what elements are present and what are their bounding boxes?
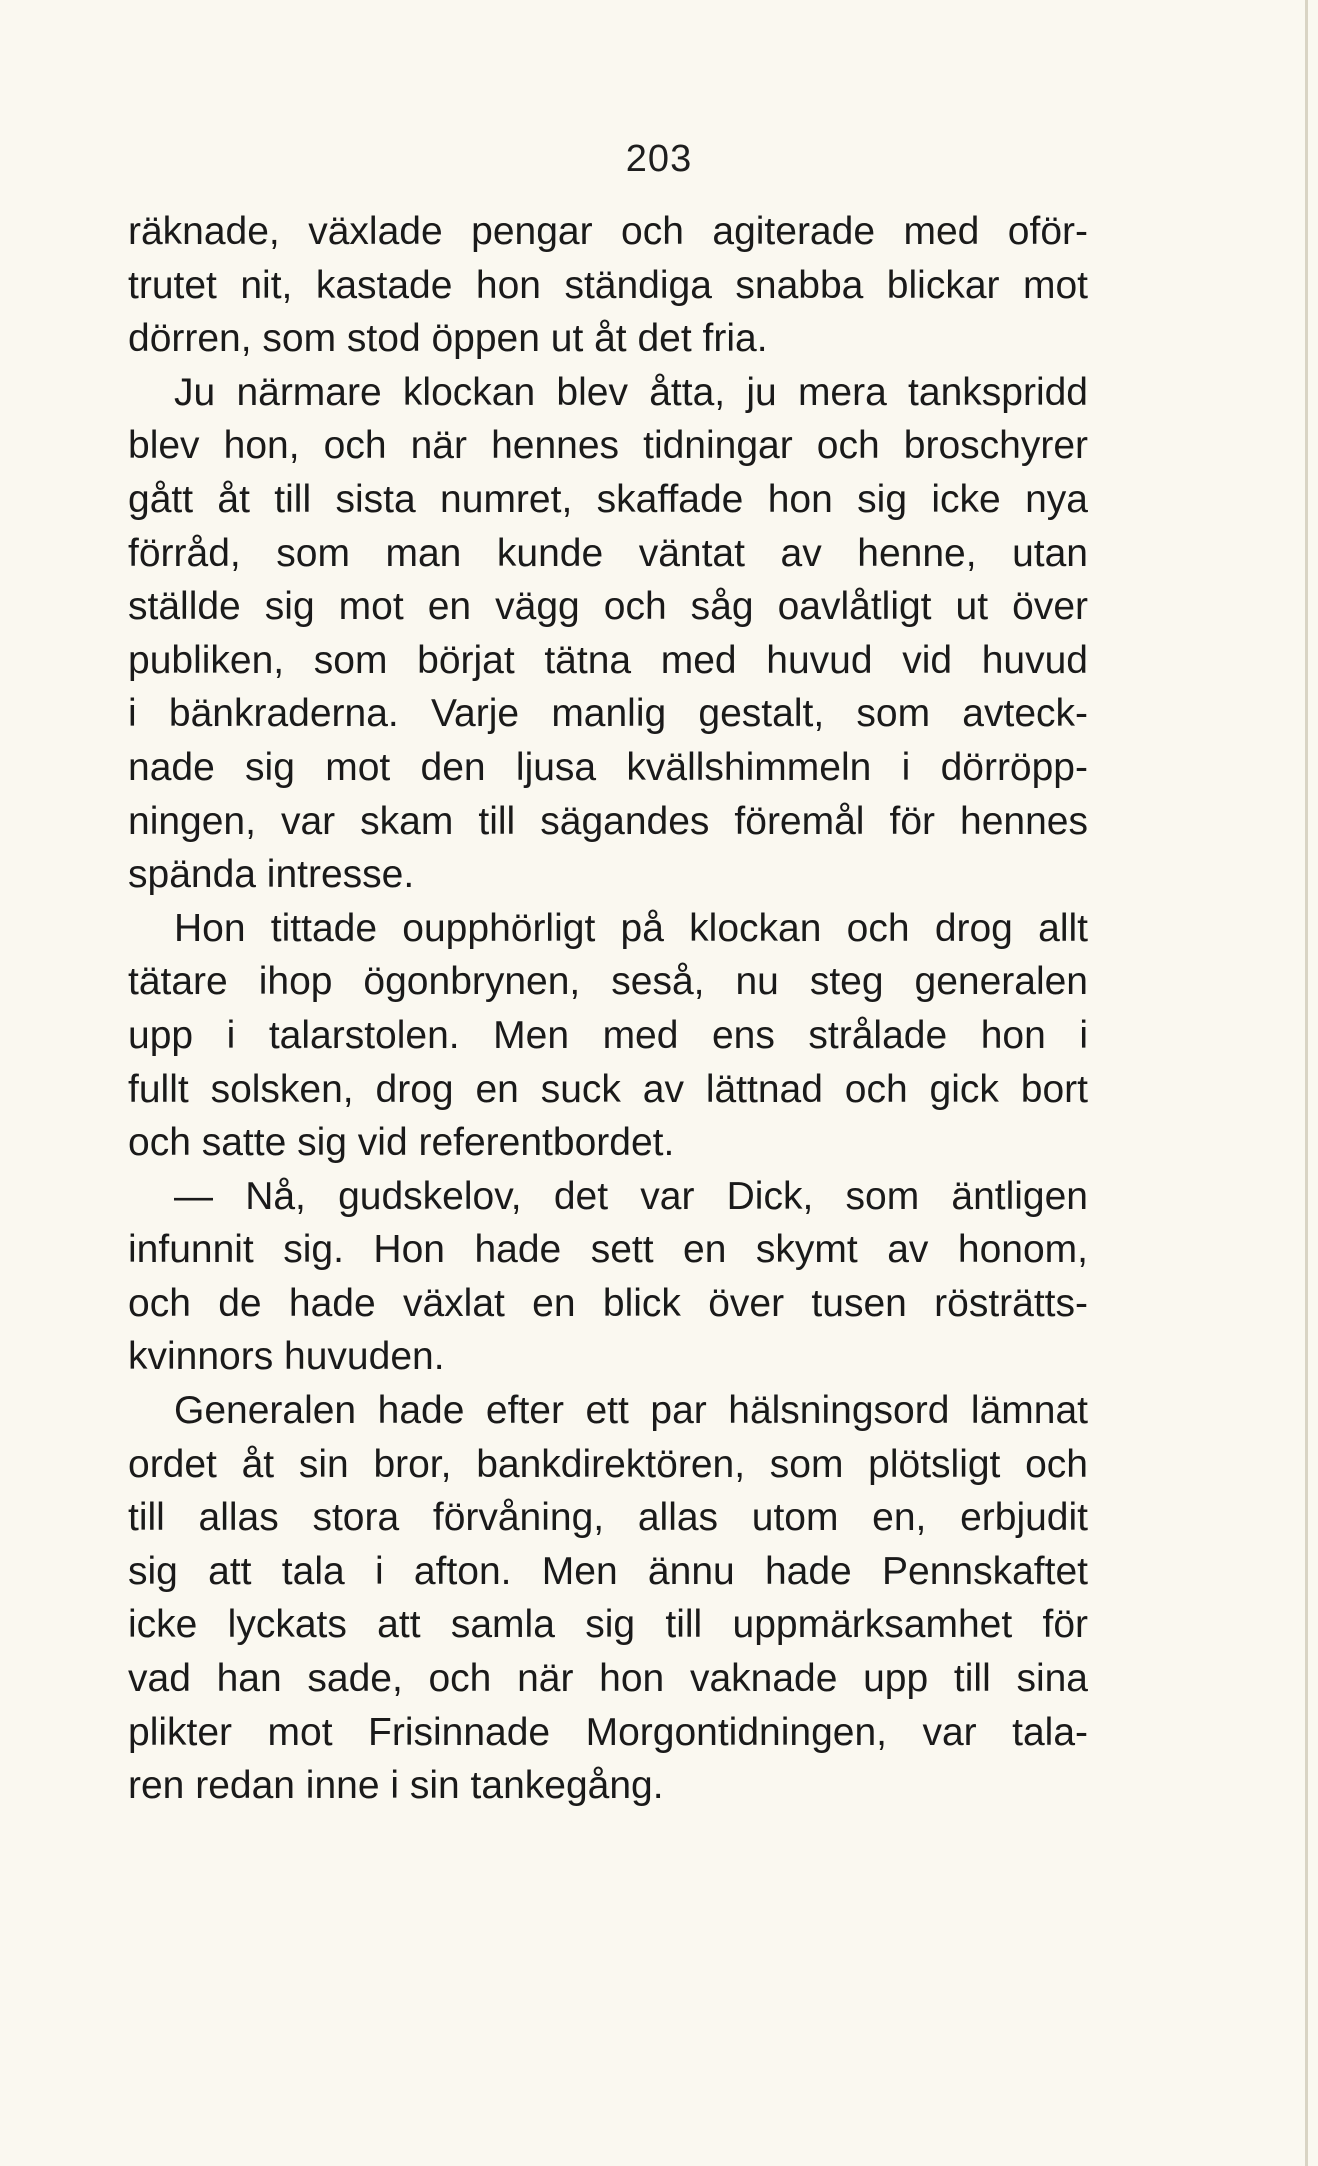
text-line: Hon tittade oupphörligt på klockan och drog allt (174, 906, 1088, 950)
text-line: kvinnors huvuden. (128, 1335, 445, 1379)
text-line: sig att tala i afton. Men ännu hade Pennskaftet (128, 1549, 1088, 1593)
text-line: nade sig mot den ljusa kvällshimmeln i dörröpp- (128, 745, 1088, 789)
page-number: 203 (625, 138, 693, 180)
text-line: spända intresse. (128, 853, 415, 897)
text-line: vad han sade, och när hon vaknade upp till sina (128, 1657, 1088, 1701)
text-line: plikter mot Frisinnade Morgontidningen, var tala- (128, 1710, 1088, 1754)
text-line: infunnit sig. Hon hade sett en skymt av honom, (128, 1228, 1088, 1272)
text-line: ningen, var skam till sägandes föremål för hennes (128, 799, 1088, 843)
text-line: tätare ihop ögonbrynen, seså, nu steg generalen (128, 960, 1088, 1004)
text-line: Ju närmare klockan blev åtta, ju mera tankspridd (174, 370, 1088, 414)
text-line: ren redan inne i sin tankegång. (128, 1764, 664, 1808)
text-line: räknade, växlade pengar och agiterade med oför- (128, 210, 1088, 253)
text-line: fullt solsken, drog en suck av lättnad och gick bort (128, 1067, 1088, 1111)
text-line: Generalen hade efter ett par hälsningsord lämnat (174, 1389, 1088, 1433)
text-line: i bänkraderna. Varje manlig gestalt, som avteck- (128, 692, 1088, 736)
text-line: ställde sig mot en vägg och såg oavlåtligt ut över (128, 585, 1088, 629)
text-line: gått åt till sista numret, skaffade hon sig icke nya (128, 477, 1088, 521)
text-line: till allas stora förvåning, allas utom en, erbjudit (128, 1496, 1088, 1540)
text-line: förråd, som man kunde väntat av henne, utan (128, 531, 1088, 575)
text-line: publiken, som börjat tätna med huvud vid huvud (128, 638, 1088, 682)
body-text (128, 205, 1088, 1813)
text-line: och satte sig vid referentbordet. (128, 1121, 675, 1165)
text-line: upp i talarstolen. Men med ens strålade hon i (128, 1013, 1088, 1057)
page-edge (1305, 0, 1308, 2166)
text-line: icke lyckats att samla sig till uppmärksamhet för (128, 1603, 1088, 1647)
text-line: blev hon, och när hennes tidningar och broschyrer (128, 424, 1088, 468)
text-line: ordet åt sin bror, bankdirektören, som plötsligt och (128, 1442, 1088, 1486)
text-line: trutet nit, kastade hon ständiga snabba blickar mot (128, 263, 1088, 307)
text-line: dörren, som stod öppen ut åt det fria. (128, 317, 768, 361)
text-line: — Nå, gudskelov, det var Dick, som äntligen (174, 1174, 1088, 1218)
text-line: och de hade växlat en blick över tusen rösträtts- (128, 1281, 1088, 1325)
